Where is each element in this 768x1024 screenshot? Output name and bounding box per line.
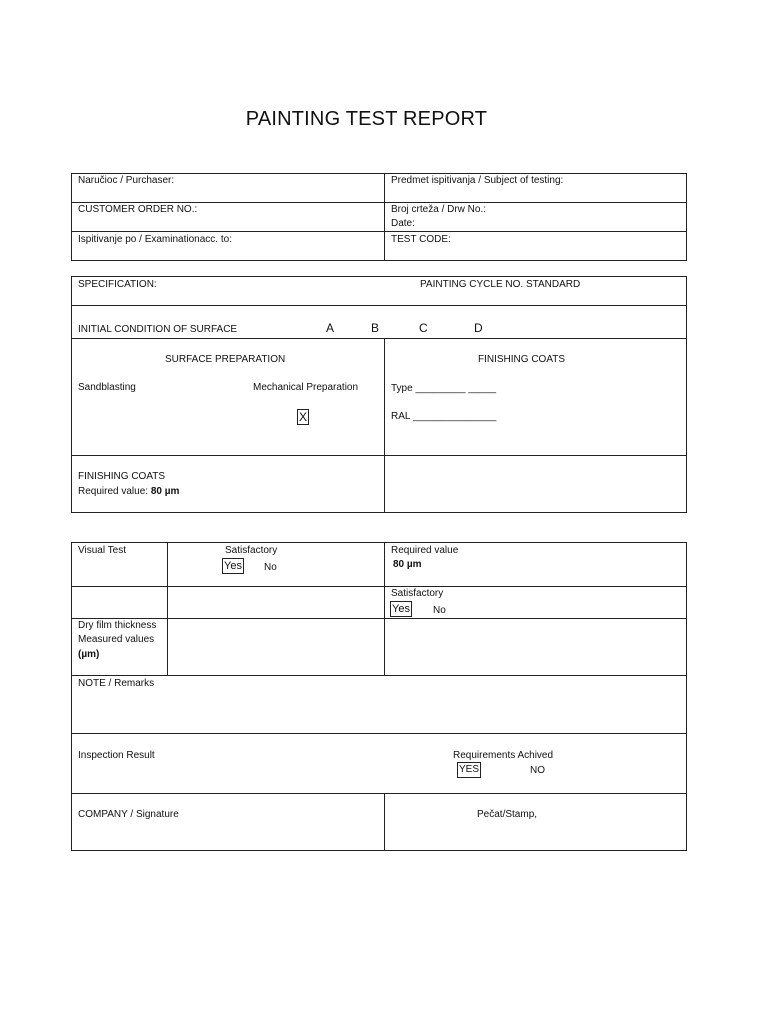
visual-yes-mark: Yes — [224, 560, 242, 572]
satisfactory-label: Satisfactory — [225, 545, 278, 556]
examination-label: Ispitivanje po / Examinationacc. to: — [78, 234, 232, 245]
customer-order-label: CUSTOMER ORDER NO.: — [78, 204, 198, 215]
note-label: NOTE / Remarks — [78, 678, 155, 689]
result-yes-mark: YES — [457, 762, 481, 778]
drawing-no-label: Broj crteža / Drw No.: — [391, 204, 487, 215]
finishing-coats-label: FINISHING COATS — [78, 471, 166, 482]
subject-label: Predmet ispitivanja / Subject of testing: — [391, 175, 564, 186]
result-no-label: NO — [530, 765, 545, 776]
dft-label-line1: Dry film thickness — [78, 620, 157, 631]
required-value-label-2: Required value — [391, 545, 459, 556]
inspection-result-label: Inspection Result — [78, 750, 155, 761]
dft-label-line2: Measured values — [78, 634, 155, 645]
grade-a: A — [326, 321, 335, 335]
grade-d: D — [474, 321, 483, 335]
page-title: PAINTING TEST REPORT — [245, 108, 488, 130]
specification-label: SPECIFICATION: — [78, 279, 157, 290]
required-value: 80 µm — [150, 486, 180, 497]
finishing-coats-heading: FINISHING COATS — [478, 354, 566, 365]
stamp-label: Pečat/Stamp, — [477, 809, 538, 820]
required-value-label: Required value: — [78, 486, 149, 497]
type-field: Type _________ _____ — [391, 383, 497, 394]
painting-cycle-label: PAINTING CYCLE NO. STANDARD — [420, 279, 581, 290]
dft-yes-mark: Yes — [392, 603, 410, 615]
mechanical-preparation-label: Mechanical Preparation — [253, 382, 359, 393]
visual-no-label: No — [264, 562, 277, 573]
surface-preparation-heading: SURFACE PREPARATION — [165, 354, 286, 365]
ral-field: RAL _______________ — [391, 411, 497, 422]
requirements-label: Requirements Achived — [453, 750, 554, 761]
dft-no-label: No — [433, 605, 446, 616]
tests-table — [71, 542, 687, 851]
initial-condition-label: INITIAL CONDITION OF SURFACE — [78, 324, 238, 335]
dft-unit: (µm) — [78, 649, 100, 660]
grade-b: B — [371, 321, 380, 335]
sandblasting-label: Sandblasting — [78, 382, 136, 393]
mechanical-checkbox-mark: X — [299, 410, 308, 424]
test-code-label: TEST CODE: — [391, 234, 451, 245]
required-value-2: 80 µm — [393, 559, 422, 570]
satisfactory-label-2: Satisfactory — [391, 588, 444, 599]
date-label: Date: — [391, 218, 415, 229]
grade-c: C — [419, 321, 428, 335]
company-signature-label: COMPANY / Signature — [78, 809, 179, 820]
purchaser-label: Naručioc / Purchaser: — [78, 175, 175, 186]
visual-test-label: Visual Test — [78, 545, 126, 556]
